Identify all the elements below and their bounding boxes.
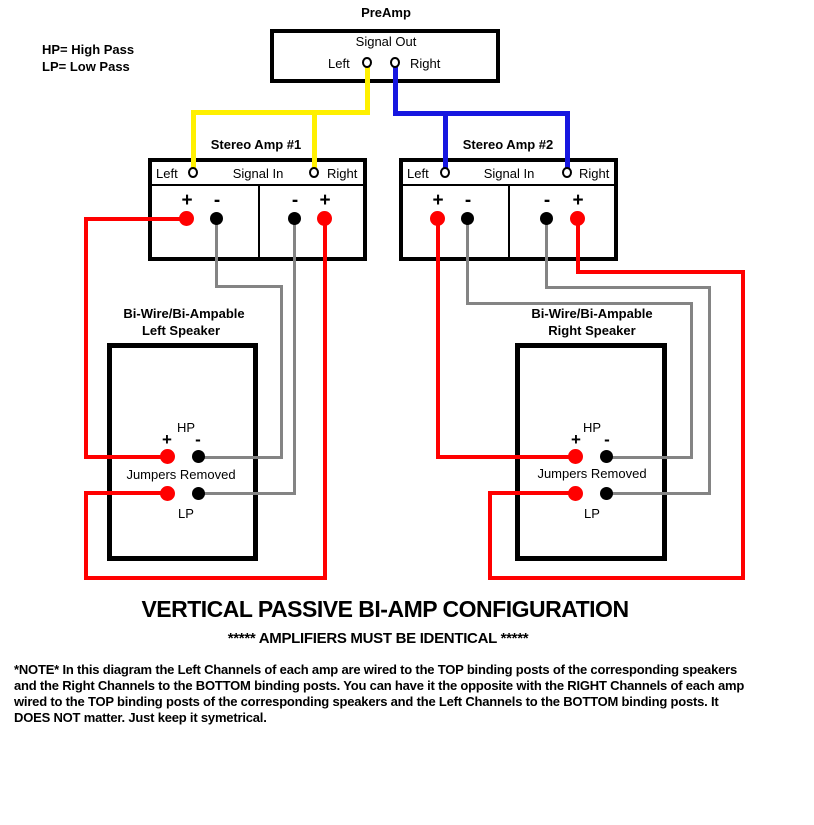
note-line-2: and the Right Channels to the BOTTOM binding posts. You can have it the opposite with the RIGHT Channels of each amp <box>14 678 745 693</box>
left-speaker-lp-label: LP <box>178 506 194 521</box>
amp1-hp-negative-wire-v1 <box>215 217 218 288</box>
diagram-subtitle: ***** AMPLIFIERS MUST BE IDENTICAL ***** <box>227 630 529 647</box>
left-speaker-hp-plus-label: + <box>162 430 172 449</box>
right-speaker-hp-label: HP <box>582 420 602 435</box>
amp2-lp-positive-wire-h3 <box>488 491 580 495</box>
right-speaker-title-line2: Right Speaker <box>548 323 636 338</box>
amp2-lp-positive-wire-h1 <box>576 270 745 274</box>
amp2-hp-negative-wire-v2 <box>690 302 693 459</box>
amp1-hp-positive-wire-v <box>84 217 88 459</box>
right-speaker-lp-label: LP <box>584 506 600 521</box>
amp1-left-minus-label: - <box>213 190 221 211</box>
right-speaker-hp-positive-post <box>568 449 583 464</box>
amp2-lp-negative-wire-h2 <box>607 492 711 495</box>
preamp-right-label: Right <box>410 56 441 71</box>
left-signal-wire-to-amp1-right <box>312 110 317 170</box>
amp1-left-plus-label: + <box>181 190 193 211</box>
right-speaker-lp-positive-post <box>568 486 583 501</box>
amp1-title: Stereo Amp #1 <box>210 137 302 152</box>
note-line-4: DOES NOT matter. Just keep it symetrical. <box>14 710 267 725</box>
amp2-left-plus-label: + <box>432 190 444 211</box>
preamp-signal-out-label: Signal Out <box>355 34 417 49</box>
amp2-lp-negative-wire-h1 <box>545 286 711 289</box>
amp1-right-minus-label: - <box>291 190 299 211</box>
amp2-right-positive-post <box>570 211 585 226</box>
amp1-right-positive-post <box>317 211 332 226</box>
left-signal-wire-to-amp1-left <box>191 110 196 170</box>
amp2-left-input-terminal <box>440 167 450 178</box>
amp1-signal-in-label: Signal In <box>232 166 284 181</box>
amp1-hp-negative-wire-h1 <box>215 285 283 288</box>
amp1-right-plus-label: + <box>319 190 331 211</box>
amp2-left-minus-label: - <box>464 190 472 211</box>
amp2-channel-divider <box>508 186 510 257</box>
diagram-title: VERTICAL PASSIVE BI-AMP CONFIGURATION <box>141 596 629 622</box>
amp1-channel-divider <box>258 186 260 257</box>
amp2-right-minus-label: - <box>543 190 551 211</box>
amp1-left-input-label: Left <box>156 166 178 181</box>
amp1-lp-positive-wire-v2 <box>84 491 88 580</box>
left-speaker-hp-positive-post <box>160 449 175 464</box>
amp1-lp-negative-wire-h <box>199 492 296 495</box>
amp1-hp-positive-wire-h2 <box>84 455 172 459</box>
left-speaker-box <box>107 343 258 561</box>
amp1-lp-negative-wire-v <box>293 217 296 495</box>
amp1-lp-positive-wire-h1 <box>84 576 327 580</box>
amp2-hp-negative-wire-h2 <box>607 456 693 459</box>
left-speaker-hp-label: HP <box>176 420 196 435</box>
amp2-left-negative-post <box>461 212 474 225</box>
amp2-hp-positive-wire-v <box>436 217 440 459</box>
left-speaker-hp-negative-post <box>192 450 205 463</box>
amp1-right-input-label: Right <box>327 166 358 181</box>
amp1-hp-negative-wire-v2 <box>280 285 283 459</box>
amp2-right-negative-post <box>540 212 553 225</box>
amp1-lp-positive-wire-v1 <box>323 217 327 580</box>
amp2-hp-negative-wire-v1 <box>466 217 469 305</box>
left-speaker-jumpers-label: Jumpers Removed <box>126 467 236 482</box>
right-signal-wire-to-amp2-left <box>443 111 448 170</box>
left-speaker-lp-positive-post <box>160 486 175 501</box>
legend-hp: HP= High Pass <box>42 42 135 57</box>
right-speaker-title-line1: Bi-Wire/Bi-Ampable <box>531 306 653 321</box>
right-speaker-hp-plus-label: + <box>571 430 581 449</box>
left-speaker-title-line1: Bi-Wire/Bi-Ampable <box>123 306 245 321</box>
amp2-left-positive-post <box>430 211 445 226</box>
amp1-left-positive-post <box>179 211 194 226</box>
amp2-lp-negative-wire-v2 <box>708 286 711 495</box>
amp2-hp-positive-wire-h <box>436 455 580 459</box>
right-speaker-hp-minus-label: - <box>604 430 610 449</box>
right-speaker-hp-negative-post <box>600 450 613 463</box>
amp2-left-input-label: Left <box>407 166 429 181</box>
left-speaker-title-line2: Left Speaker <box>141 323 221 338</box>
right-signal-wire-run <box>393 111 570 116</box>
amp1-right-input-terminal <box>309 167 319 178</box>
amp2-signal-in-label: Signal In <box>483 166 535 181</box>
amp2-right-input-label: Right <box>579 166 610 181</box>
note-line-1: *NOTE* In this diagram the Left Channels of each amp are wired to the TOP binding posts of the corresponding speakers <box>14 662 738 677</box>
amp1-lp-positive-wire-h2 <box>84 491 172 495</box>
preamp-left-out-terminal <box>362 57 372 68</box>
left-speaker-hp-minus-label: - <box>195 430 201 449</box>
preamp-left-label: Left <box>328 56 350 71</box>
right-speaker-jumpers-label: Jumpers Removed <box>537 466 647 481</box>
amp1-left-negative-post <box>210 212 223 225</box>
amp2-lp-negative-wire-v1 <box>545 217 548 289</box>
legend-lp: LP= Low Pass <box>42 59 130 74</box>
right-speaker-box <box>515 343 667 561</box>
right-speaker-lp-negative-post <box>600 487 613 500</box>
right-signal-wire-to-amp2-right <box>565 111 570 170</box>
preamp-title: PreAmp <box>361 5 411 20</box>
right-signal-wire-drop <box>393 65 398 116</box>
amp2-lp-positive-wire-v3 <box>488 491 492 580</box>
left-signal-wire-drop <box>365 65 370 115</box>
amp1-hp-positive-wire-h1 <box>84 217 189 221</box>
preamp-right-out-terminal <box>390 57 400 68</box>
amp1-hp-negative-wire-h2 <box>199 456 283 459</box>
amp1-left-input-terminal <box>188 167 198 178</box>
note-line-3: wired to the TOP binding posts of the corresponding speakers and the Left Channels to the BOTTOM binding posts. It <box>14 694 719 709</box>
amp2-right-input-terminal <box>562 167 572 178</box>
amp2-lp-positive-wire-h2 <box>488 576 745 580</box>
amp2-title: Stereo Amp #2 <box>462 137 554 152</box>
amp2-right-plus-label: + <box>572 190 584 211</box>
amp1-right-negative-post <box>288 212 301 225</box>
left-signal-wire-run <box>191 110 370 115</box>
amp2-lp-positive-wire-v2 <box>741 270 745 580</box>
left-speaker-lp-negative-post <box>192 487 205 500</box>
